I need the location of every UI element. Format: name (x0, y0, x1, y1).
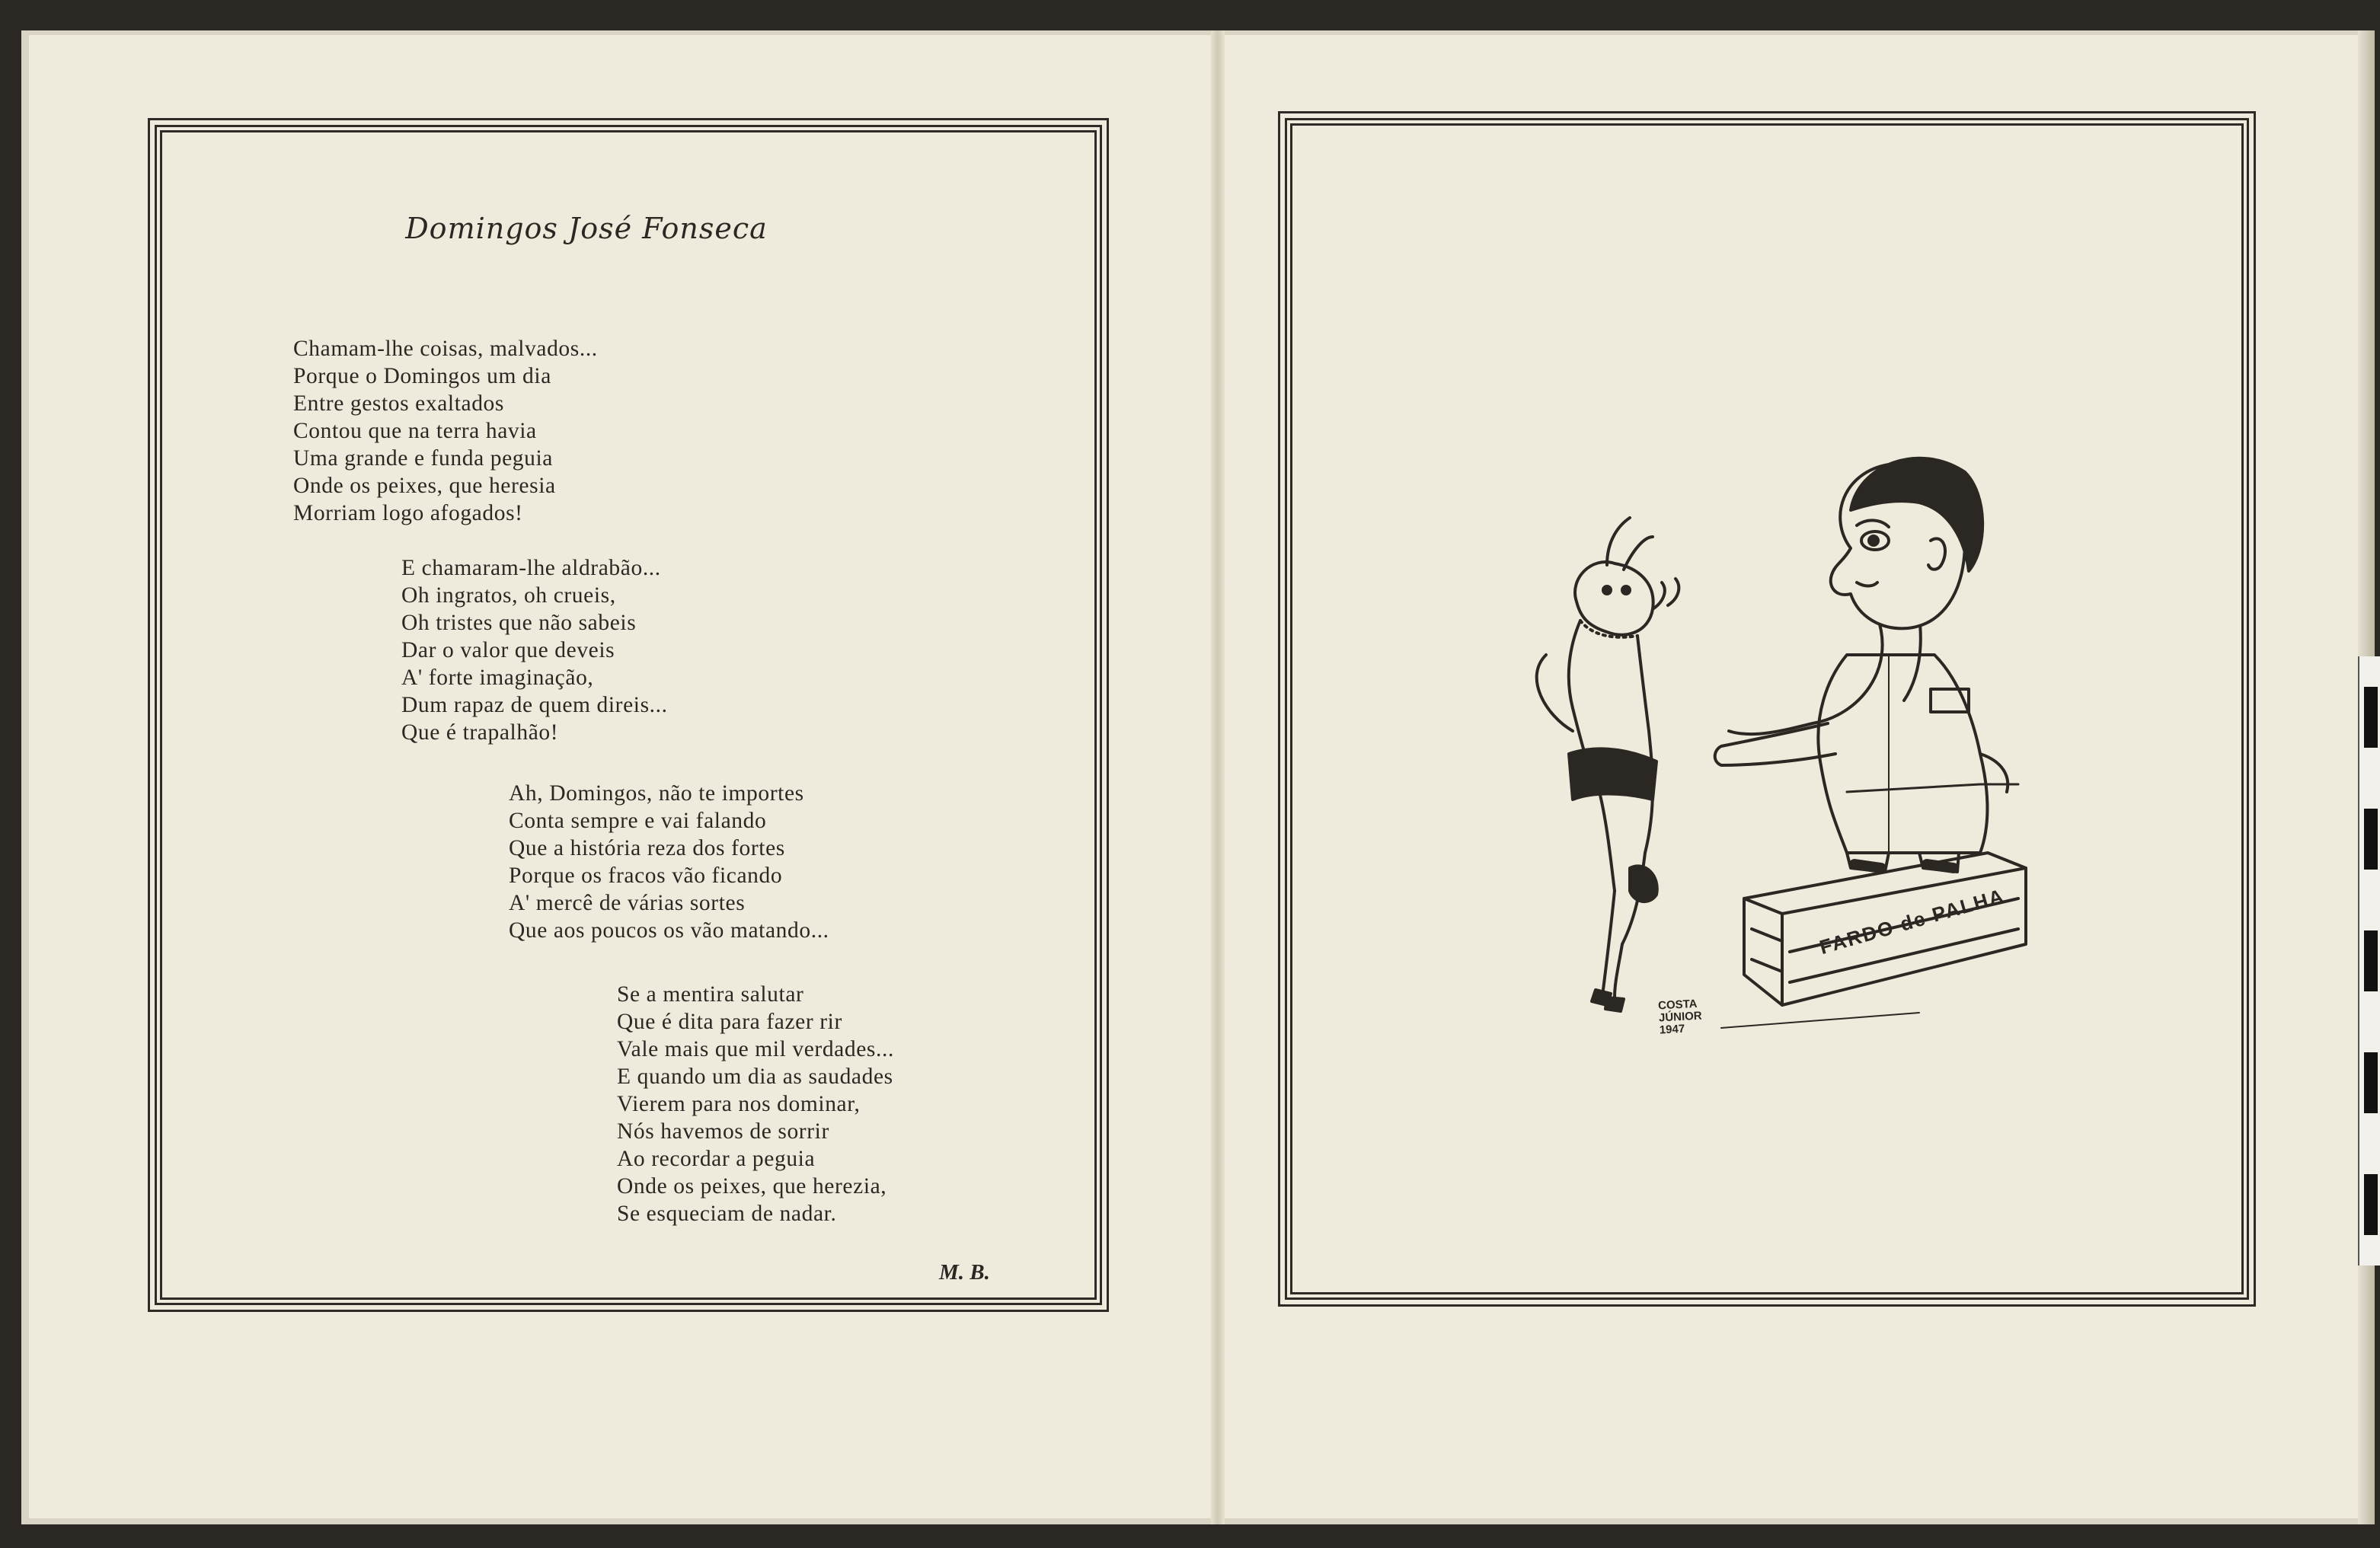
poem-line: Uma grande e funda peguia (293, 446, 553, 471)
poem-line: Se esqueciam de nadar. (617, 1202, 837, 1226)
ruler-stripe (2364, 809, 2378, 870)
poem-line: Que é dita para fazer rir (617, 1010, 842, 1034)
poem-line: Vale mais que mil verdades... (617, 1037, 894, 1061)
cow-figure (1537, 518, 1679, 1011)
ruler-stripe (2364, 1174, 2378, 1235)
stanza-3 (509, 780, 829, 944)
poem-line: Conta sempre e vai falando (509, 809, 767, 833)
ruler-stripe (2364, 930, 2378, 991)
poem-line: A' mercê de várias sortes (509, 891, 746, 915)
stanza-2 (401, 554, 668, 746)
poem-title: Domingos José Fonseca (405, 212, 768, 245)
poem-line: Porque os fracos vão ficando (509, 863, 783, 888)
artist-signature-line: COSTA (1657, 997, 1698, 1013)
ruler-stripe (2364, 687, 2378, 748)
poem-line: Onde os peixes, que heresia (293, 474, 556, 498)
poem-line: Oh ingratos, oh crueis, (401, 583, 616, 608)
poem-line: Ao recordar a peguia (617, 1147, 816, 1171)
poem-line: Onde os peixes, que herezia, (617, 1174, 887, 1199)
poem-line: Oh tristes que não sabeis (401, 611, 637, 635)
poem-line: Ah, Domingos, não te importes (509, 781, 804, 806)
poem-line: Que a história reza dos fortes (509, 836, 785, 860)
poem-line: Nós havemos de sorrir (617, 1119, 829, 1144)
poem-line: E chamaram-lhe aldrabão... (401, 556, 661, 580)
doctor-figure (1715, 458, 2018, 872)
poem-line: E quando um dia as saudades (617, 1064, 893, 1089)
stanza-1 (293, 335, 598, 527)
scale-ruler (2358, 656, 2380, 1266)
stanza-4 (617, 981, 894, 1227)
poem-line: Entre gestos exaltados (293, 391, 504, 416)
crate-label: FARDO de PALHA (1816, 883, 2008, 959)
poem-line: Contou que na terra havia (293, 419, 537, 443)
poem-line: Vierem para nos dominar, (617, 1092, 861, 1116)
poem-line: Que aos poucos os vão matando... (509, 918, 829, 943)
poem-line: A' forte imaginação, (401, 665, 594, 690)
artist-signature-line: JÚNIOR (1658, 1009, 1703, 1025)
artist-signature (1658, 998, 1703, 1037)
poem-signature: M. B. (939, 1260, 990, 1285)
poem-line: Que é trapalhão! (401, 720, 559, 745)
poem-line: Se a mentira salutar (617, 982, 804, 1007)
poem-line: Dum rapaz de quem direis... (401, 693, 668, 717)
ruler-stripe (2364, 1052, 2378, 1113)
book-gutter (1211, 30, 1225, 1524)
artist-signature-line: 1947 (1659, 1022, 1685, 1037)
poem-line: Morriam logo afogados! (293, 501, 523, 525)
poem-line: Dar o valor que deveis (401, 638, 615, 662)
poem-line: Chamam-lhe coisas, malvados... (293, 337, 598, 361)
caricature-illustration (1493, 426, 2041, 1058)
poem-line: Porque o Domingos um dia (293, 364, 551, 388)
